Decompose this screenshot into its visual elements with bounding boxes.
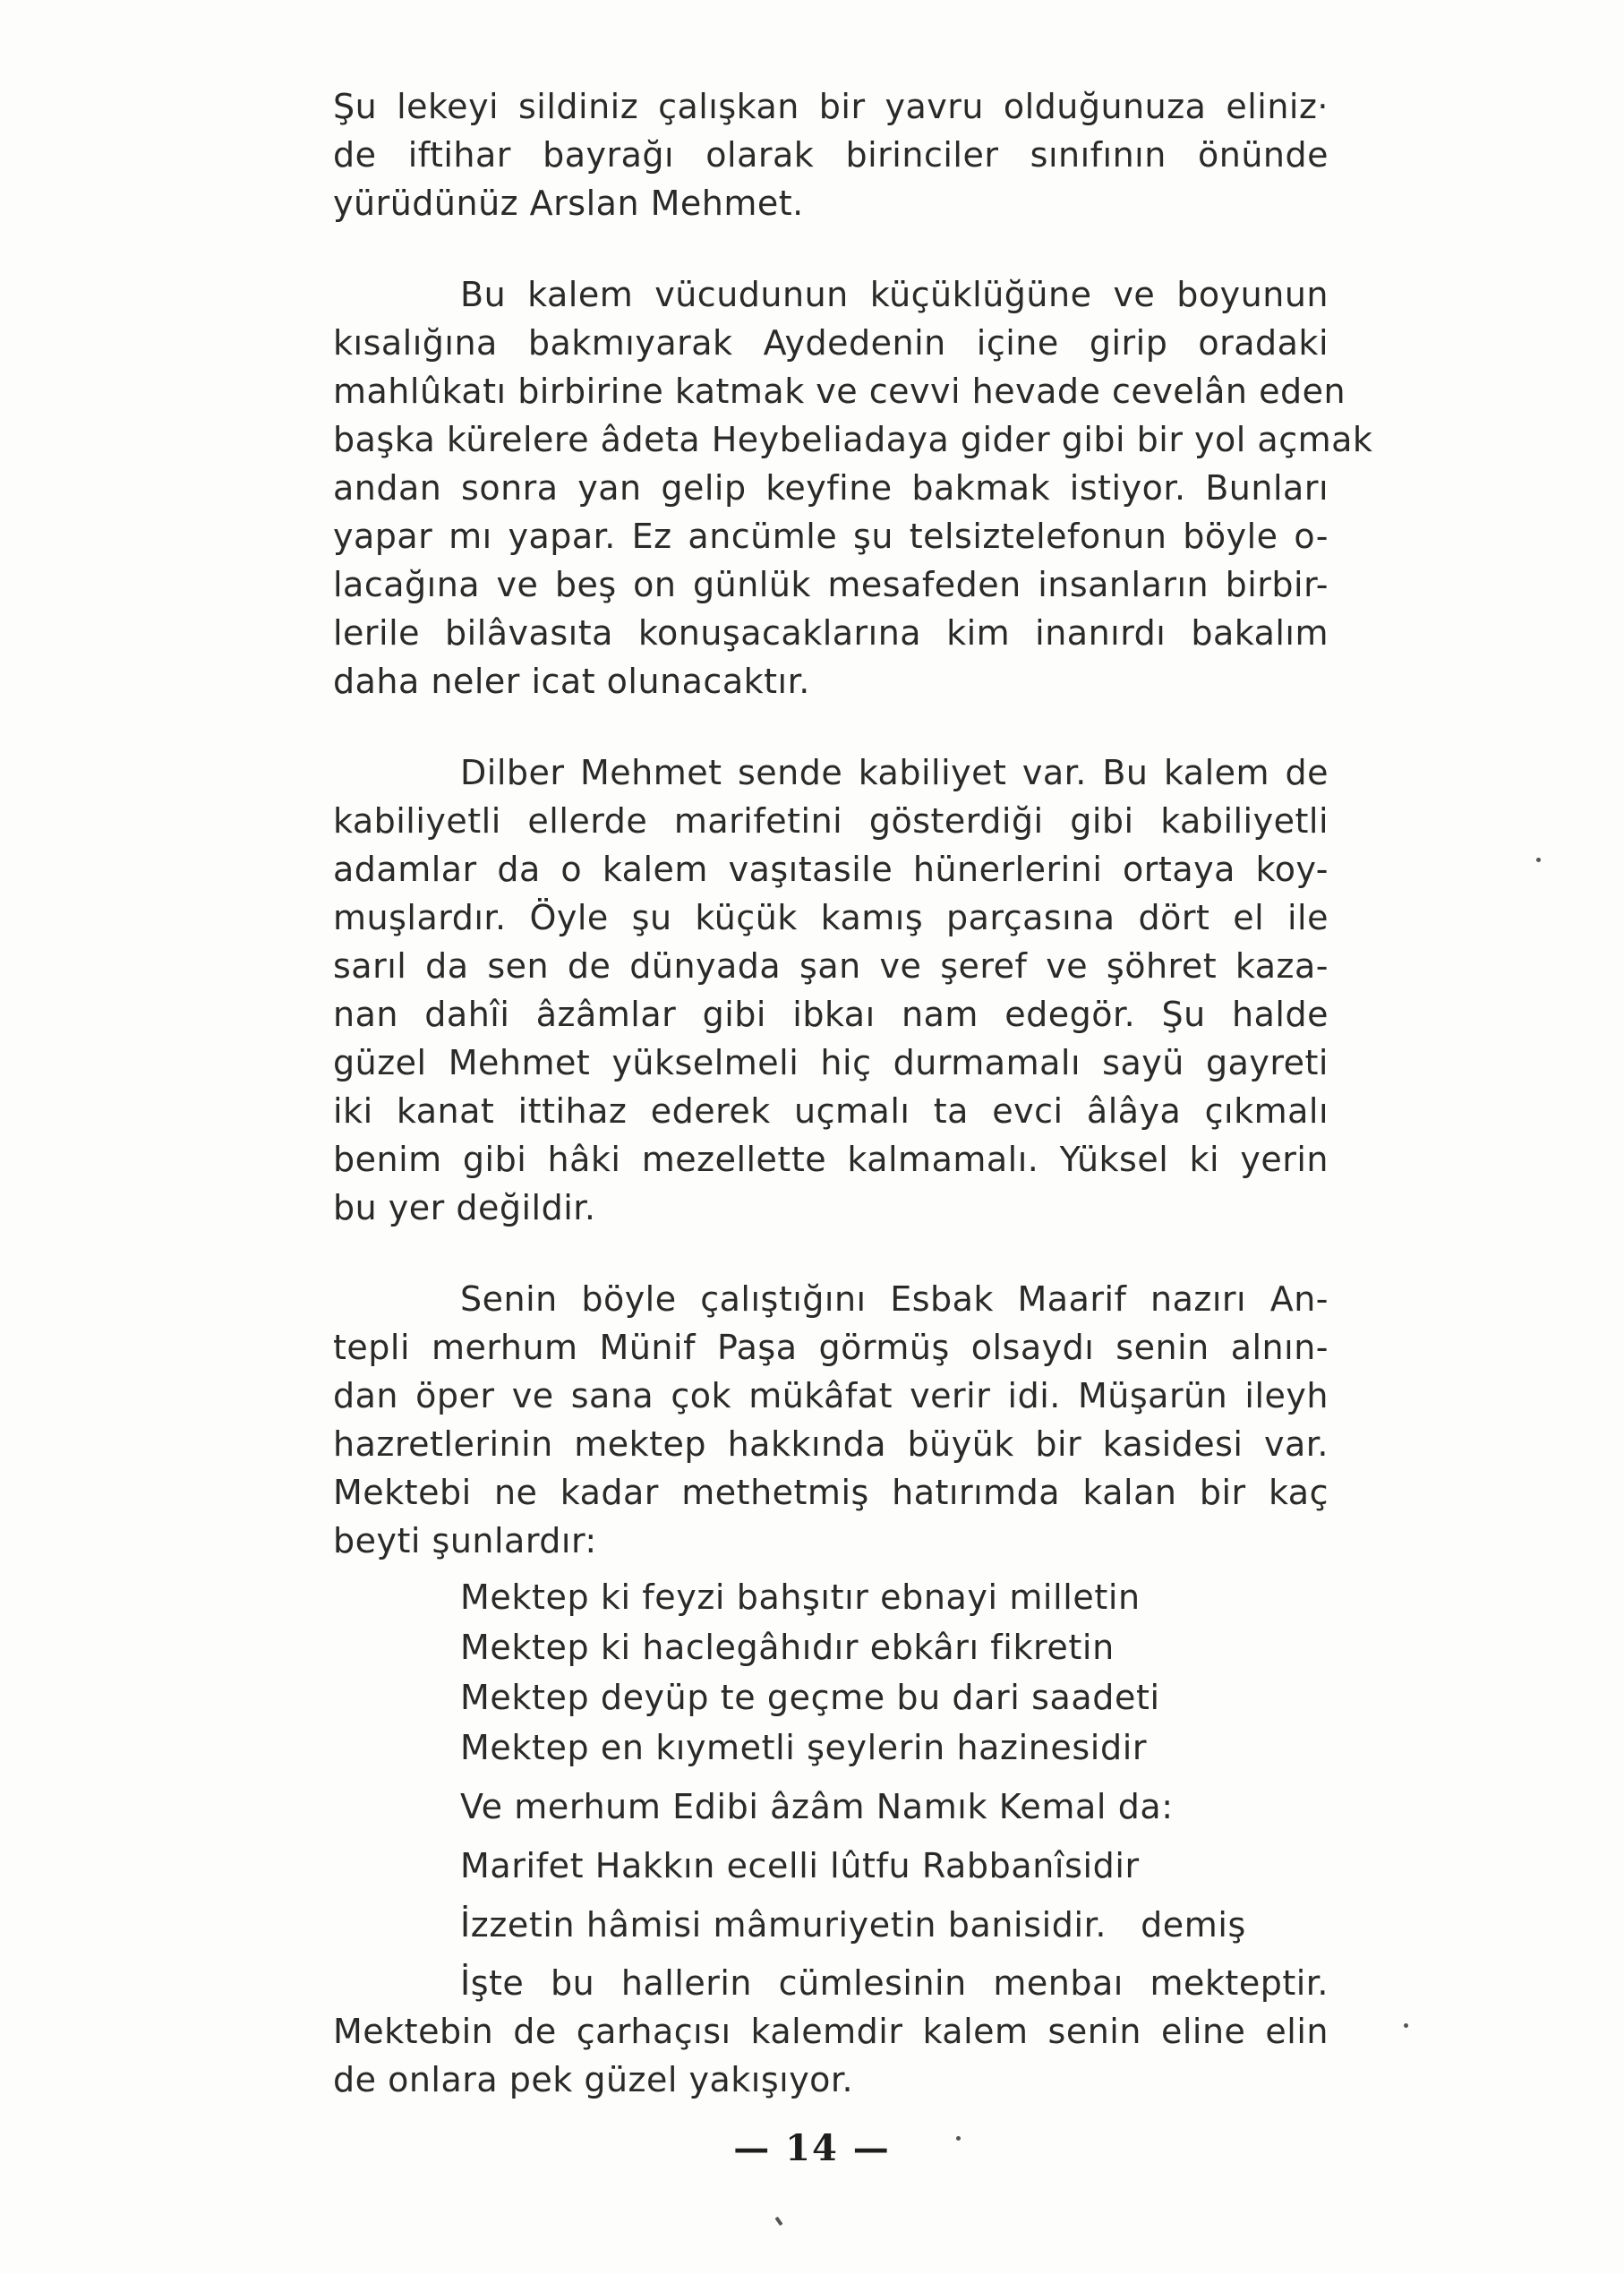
text-line: Mektebi ne kadar methetmiş hatırımda kalan bir kaç xyxy=(333,1473,1329,1512)
text-line: iki kanat ittihaz ederek uçmalı ta evci âlâya çıkmalı xyxy=(333,1091,1329,1131)
text-line: lerile bilâvasıta konuşacaklarına kim inanırdı bakalım xyxy=(333,613,1329,653)
text-line: tepli merhum Münif Paşa görmüş olsaydı senin alnın- xyxy=(333,1328,1329,1367)
text-line: bu yer değildir. xyxy=(333,1188,596,1227)
text-line: güzel Mehmet yükselmeli hiç durmamalı sayü gayreti xyxy=(333,1043,1329,1082)
text-line: kısalığına bakmıyarak Aydedenin içine girip oradaki xyxy=(333,323,1329,363)
text-line: adamlar da o kalem vaşıtasile hünerlerini ortaya koy- xyxy=(333,850,1329,889)
paragraph-4 xyxy=(333,1275,1329,1565)
scan-speck xyxy=(956,2136,961,2141)
text-line: dan öper ve sana çok mükâfat verir idi. Müşarün ileyh xyxy=(333,1376,1329,1415)
body-text xyxy=(333,82,1373,2104)
text-line: andan sonra yan gelip keyfine bakmak istiyor. Bunları xyxy=(333,468,1329,508)
text-line: yapar mı yapar. Ez ancümle şu telsiztelefonun böyle o- xyxy=(333,517,1329,556)
verse-line: Mektep deyüp te geçme bu dari saadeti xyxy=(460,1678,1160,1717)
scan-speck xyxy=(1536,858,1541,862)
text-line: lacağına ve beş on günlük mesafeden insanların birbir- xyxy=(333,565,1329,604)
text-line: İşte bu hallerin cümlesinin menbaı mekteptir. xyxy=(460,1963,1329,2003)
text-line: nan dahîi âzâmlar gibi ibkaı nam edegör. Şu halde xyxy=(333,995,1329,1034)
text-line: hazretlerinin mektep hakkında büyük bir kasidesi var. xyxy=(333,1424,1329,1464)
text-line: Senin böyle çalıştığını Esbak Maarif nazırı An- xyxy=(460,1279,1329,1319)
verse-block xyxy=(333,1572,1329,1950)
verse-line: Mektep ki haclegâhıdır ebkârı fikretin xyxy=(460,1628,1115,1667)
text-line: daha neler icat olunacaktır. xyxy=(333,662,810,701)
text-line: benim gibi hâki mezellette kalmamalı. Yüksel ki yerin xyxy=(333,1140,1329,1179)
text-line: Dilber Mehmet sende kabiliyet var. Bu kalem de xyxy=(460,753,1329,792)
page-number: — 14 — xyxy=(733,2127,891,2169)
text-line: Mektebin de çarhaçısı kalemdir kalem senin eline elin xyxy=(333,2012,1329,2051)
text-line: başka kürelere âdeta Heybeliadaya gider gibi bir yol açmak xyxy=(333,420,1373,459)
text-line: Bu kalem vücudunun küçüklüğüne ve boyunun xyxy=(460,275,1329,314)
verse-line: İzzetin hâmisi mâmuriyetin banisidir. demiş xyxy=(460,1905,1246,1945)
closing-paragraph xyxy=(333,1959,1329,2104)
text-line: kabiliyetli ellerde marifetini gösterdiği gibi kabiliyetli xyxy=(333,801,1329,841)
text-line: de iftihar bayrağı olarak birinciler sınıfının önünde xyxy=(333,135,1329,175)
text-line: mahlûkatı birbirine katmak ve cevvi hevade cevelân eden xyxy=(333,372,1346,411)
paragraph-2 xyxy=(333,270,1373,705)
text-line: yürüdünüz Arslan Mehmet. xyxy=(333,184,804,223)
text-line: Şu lekeyi sildiniz çalışkan bir yavru olduğunuza eliniz· xyxy=(333,87,1329,126)
paragraph-1 xyxy=(333,82,1329,227)
text-line: sarıl da sen de dünyada şan ve şeref ve şöhret kaza- xyxy=(333,946,1329,986)
text-line: muşlardır. Öyle şu küçük kamış parçasına dört el ile xyxy=(333,898,1329,937)
text-line: de onlara pek güzel yakışıyor. xyxy=(333,2060,854,2099)
scan-speck xyxy=(1404,2023,1408,2028)
verse-line: Mektep en kıymetli şeylerin hazinesidir xyxy=(460,1728,1148,1767)
verse-line: Mektep ki feyzi bahşıtır ebnayi milletin xyxy=(460,1577,1141,1617)
text-line: beyti şunlardır: xyxy=(333,1521,597,1560)
scan-speck xyxy=(774,2217,782,2226)
kemal-intro: Ve merhum Edibi âzâm Namık Kemal da: xyxy=(460,1787,1174,1826)
verse-line: Marifet Hakkın ecelli lûtfu Rabbanîsidir xyxy=(460,1846,1140,1885)
paragraph-3 xyxy=(333,748,1329,1232)
